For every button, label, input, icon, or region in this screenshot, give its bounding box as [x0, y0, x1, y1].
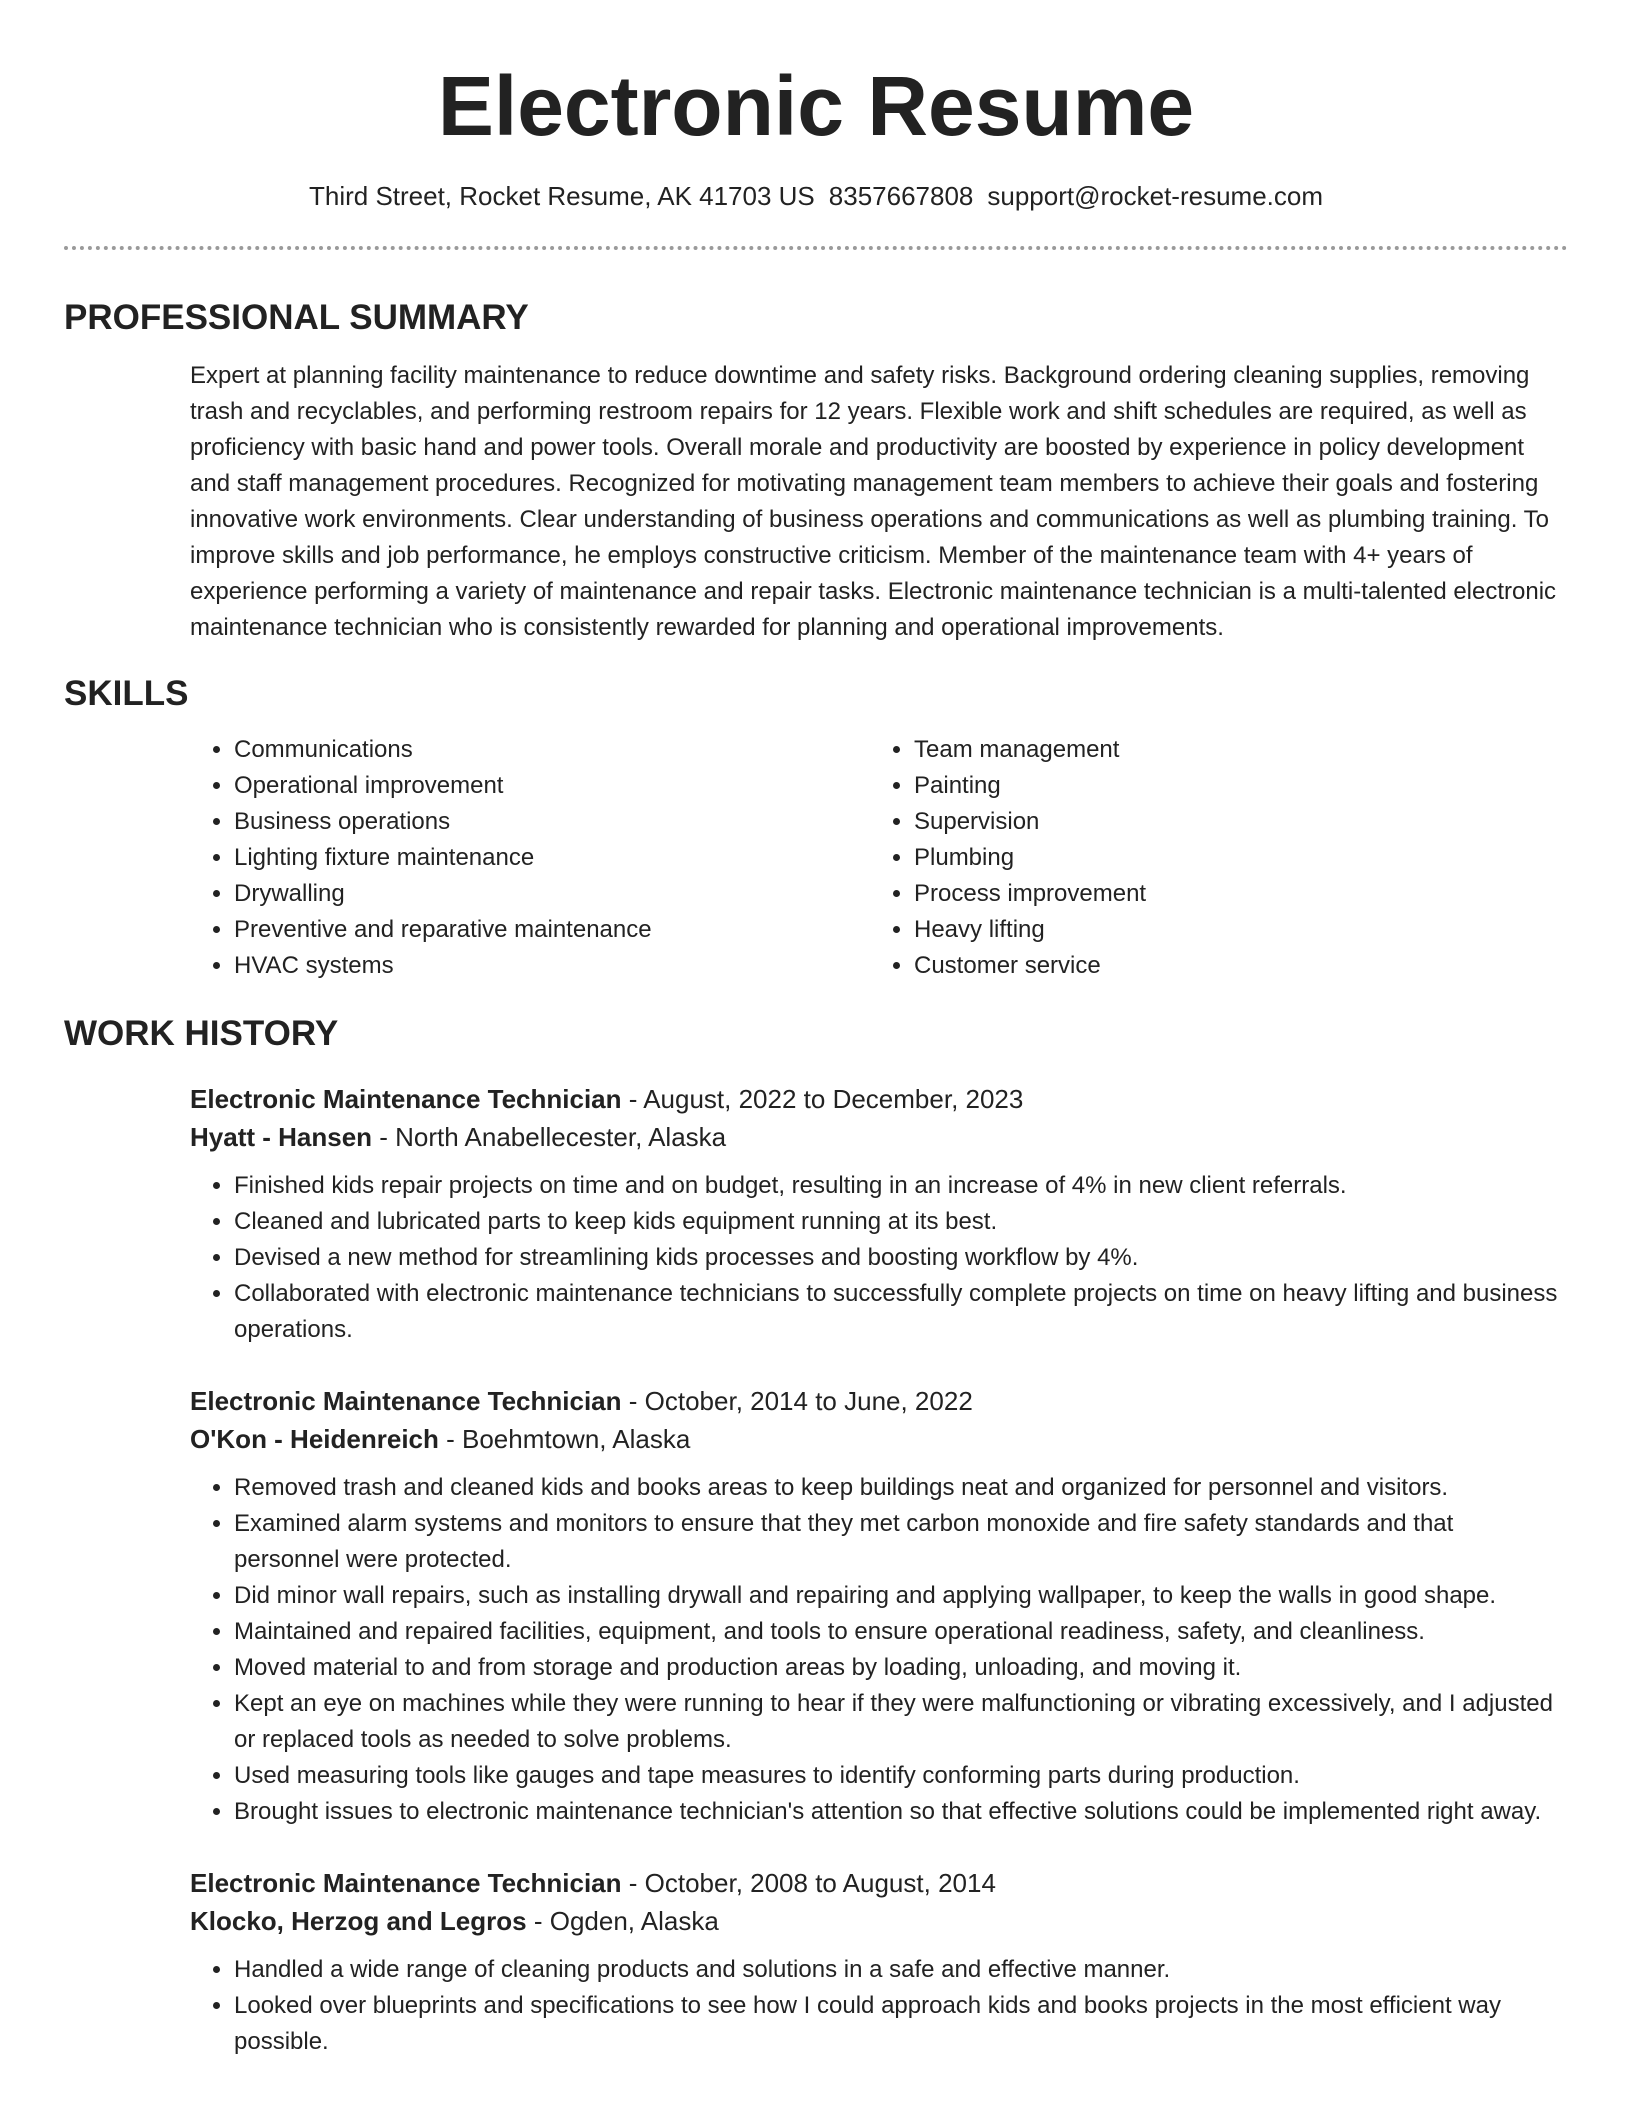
contact-address: Third Street, Rocket Resume, AK 41703 US	[308, 181, 815, 211]
job-bullet: • Examined alarm systems and monitors to ensure that they met carbon monoxide and fire safety standards and that personnel were protected.	[234, 1506, 1568, 1578]
summary-text: Expert at planning facility maintenance to reduce downtime and safety risks. Background ordering cleaning supplies, removing trash and recyclables, and performing restroom repairs for 12 years. Flexible work and shift schedules are required, as well as proficiency with basic hand and power tools. Overall morale and productivity are boosted by experience in policy development and staff management procedures. Recognized for motivating management team members to achieve their goals and fostering innovative work environments. Clear understanding of business operations and communications as well as plumbing training. To improve skills and job performance, he employs constructive criticism. Member of the maintenance team with 4+ years of experience performing a variety of maintenance and repair tasks. Electronic maintenance technician is a multi-talented electronic maintenance technician who is consistently rewarded for planning and operational improvements.	[190, 362, 1557, 641]
job-entry	[190, 1080, 1568, 1348]
skill-item: • Lighting fixture maintenance	[234, 840, 870, 876]
job-bullet: • Removed trash and cleaned kids and books areas to keep buildings neat and organized for personnel and visitors.	[234, 1470, 1568, 1506]
skill-item: • HVAC systems	[234, 948, 870, 984]
job-bullet: • Collaborated with electronic maintenance technicians to successfully complete projects on time on heavy lifting and business operations.	[234, 1276, 1568, 1348]
job-title: Electronic Maintenance Technician	[190, 1084, 622, 1114]
skill-item: • Preventive and reparative maintenance	[234, 912, 870, 948]
job-company: Hyatt - Hansen	[190, 1122, 373, 1152]
job-company: Klocko, Herzog and Legros	[190, 1906, 527, 1936]
job-bullet: • Did minor wall repairs, such as installing drywall and repairing and applying wallpaper, to keep the walls in good shape.	[234, 1578, 1568, 1614]
contact-email: support@rocket-resume.com	[987, 181, 1324, 211]
job-dates: - October, 2008 to August, 2014	[621, 1868, 996, 1898]
skill-item: • Heavy lifting	[914, 912, 1146, 948]
contact-phone: 8357667808	[828, 181, 974, 211]
skills-column-1	[190, 732, 870, 984]
skill-item: • Supervision	[914, 804, 1146, 840]
job-location: - Ogden, Alaska	[526, 1906, 719, 1936]
job-title-line	[190, 1080, 1568, 1118]
skills-list	[190, 732, 1568, 984]
job-company: O'Kon - Heidenreich	[190, 1424, 439, 1454]
job-company-line	[190, 1420, 1568, 1458]
job-company-line	[190, 1902, 1568, 1940]
skill-item: • Team management	[914, 732, 1146, 768]
resume-name: Electronic Resume	[437, 59, 1195, 153]
job-title: Electronic Maintenance Technician	[190, 1386, 622, 1416]
summary-heading: PROFESSIONAL SUMMARY	[64, 298, 529, 337]
job-bullet: • Devised a new method for streamlining kids processes and boosting workflow by 4%.	[234, 1240, 1568, 1276]
job-bullet: • Used measuring tools like gauges and tape measures to identify conforming parts during production.	[234, 1758, 1568, 1794]
job-entry	[190, 1864, 1568, 2060]
contact-line	[64, 178, 1568, 214]
job-bullet: • Brought issues to electronic maintenance technician's attention so that effective solutions could be implemented right away.	[234, 1794, 1568, 1830]
skills-column-2	[870, 732, 1146, 984]
job-dates: - October, 2014 to June, 2022	[621, 1386, 973, 1416]
job-title-line	[190, 1864, 1568, 1902]
skill-item: • Customer service	[914, 948, 1146, 984]
skill-item: • Drywalling	[234, 876, 870, 912]
job-entry	[190, 1382, 1568, 1830]
job-title-line	[190, 1382, 1568, 1420]
job-dates: - August, 2022 to December, 2023	[621, 1084, 1024, 1114]
job-bullet: • Finished kids repair projects on time and on budget, resulting in an increase of 4% in new client referrals.	[234, 1168, 1568, 1204]
skill-item: • Business operations	[234, 804, 870, 840]
job-company-line	[190, 1118, 1568, 1156]
job-bullet: • Cleaned and lubricated parts to keep kids equipment running at its best.	[234, 1204, 1568, 1240]
skill-item: • Process improvement	[914, 876, 1146, 912]
skill-item: • Plumbing	[914, 840, 1146, 876]
job-bullets	[190, 1470, 1568, 1830]
job-title: Electronic Maintenance Technician	[190, 1868, 622, 1898]
job-bullet: • Kept an eye on machines while they were running to hear if they were malfunctioning or vibrating excessively, and I adjusted or replaced tools as needed to solve problems.	[234, 1686, 1568, 1758]
skill-item: • Operational improvement	[234, 768, 870, 804]
job-location: - Boehmtown, Alaska	[438, 1424, 691, 1454]
job-bullet: • Moved material to and from storage and production areas by loading, unloading, and moving it.	[234, 1650, 1568, 1686]
job-bullet: • Handled a wide range of cleaning products and solutions in a safe and effective manner.	[234, 1952, 1568, 1988]
job-bullet: • Maintained and repaired facilities, equipment, and tools to ensure operational readiness, safety, and cleanliness.	[234, 1614, 1568, 1650]
job-bullets	[190, 1952, 1568, 2060]
job-bullets	[190, 1168, 1568, 1348]
work-history-heading: WORK HISTORY	[64, 1014, 339, 1053]
header-divider	[64, 246, 1568, 250]
resume-page	[64, 0, 1568, 2060]
skill-item: • Communications	[234, 732, 870, 768]
job-bullet: • Looked over blueprints and specifications to see how I could approach kids and books projects in the most efficient way possible.	[234, 1988, 1568, 2060]
job-location: - North Anabellecester, Alaska	[372, 1122, 727, 1152]
skill-item: • Painting	[914, 768, 1146, 804]
skills-heading: SKILLS	[64, 674, 189, 713]
